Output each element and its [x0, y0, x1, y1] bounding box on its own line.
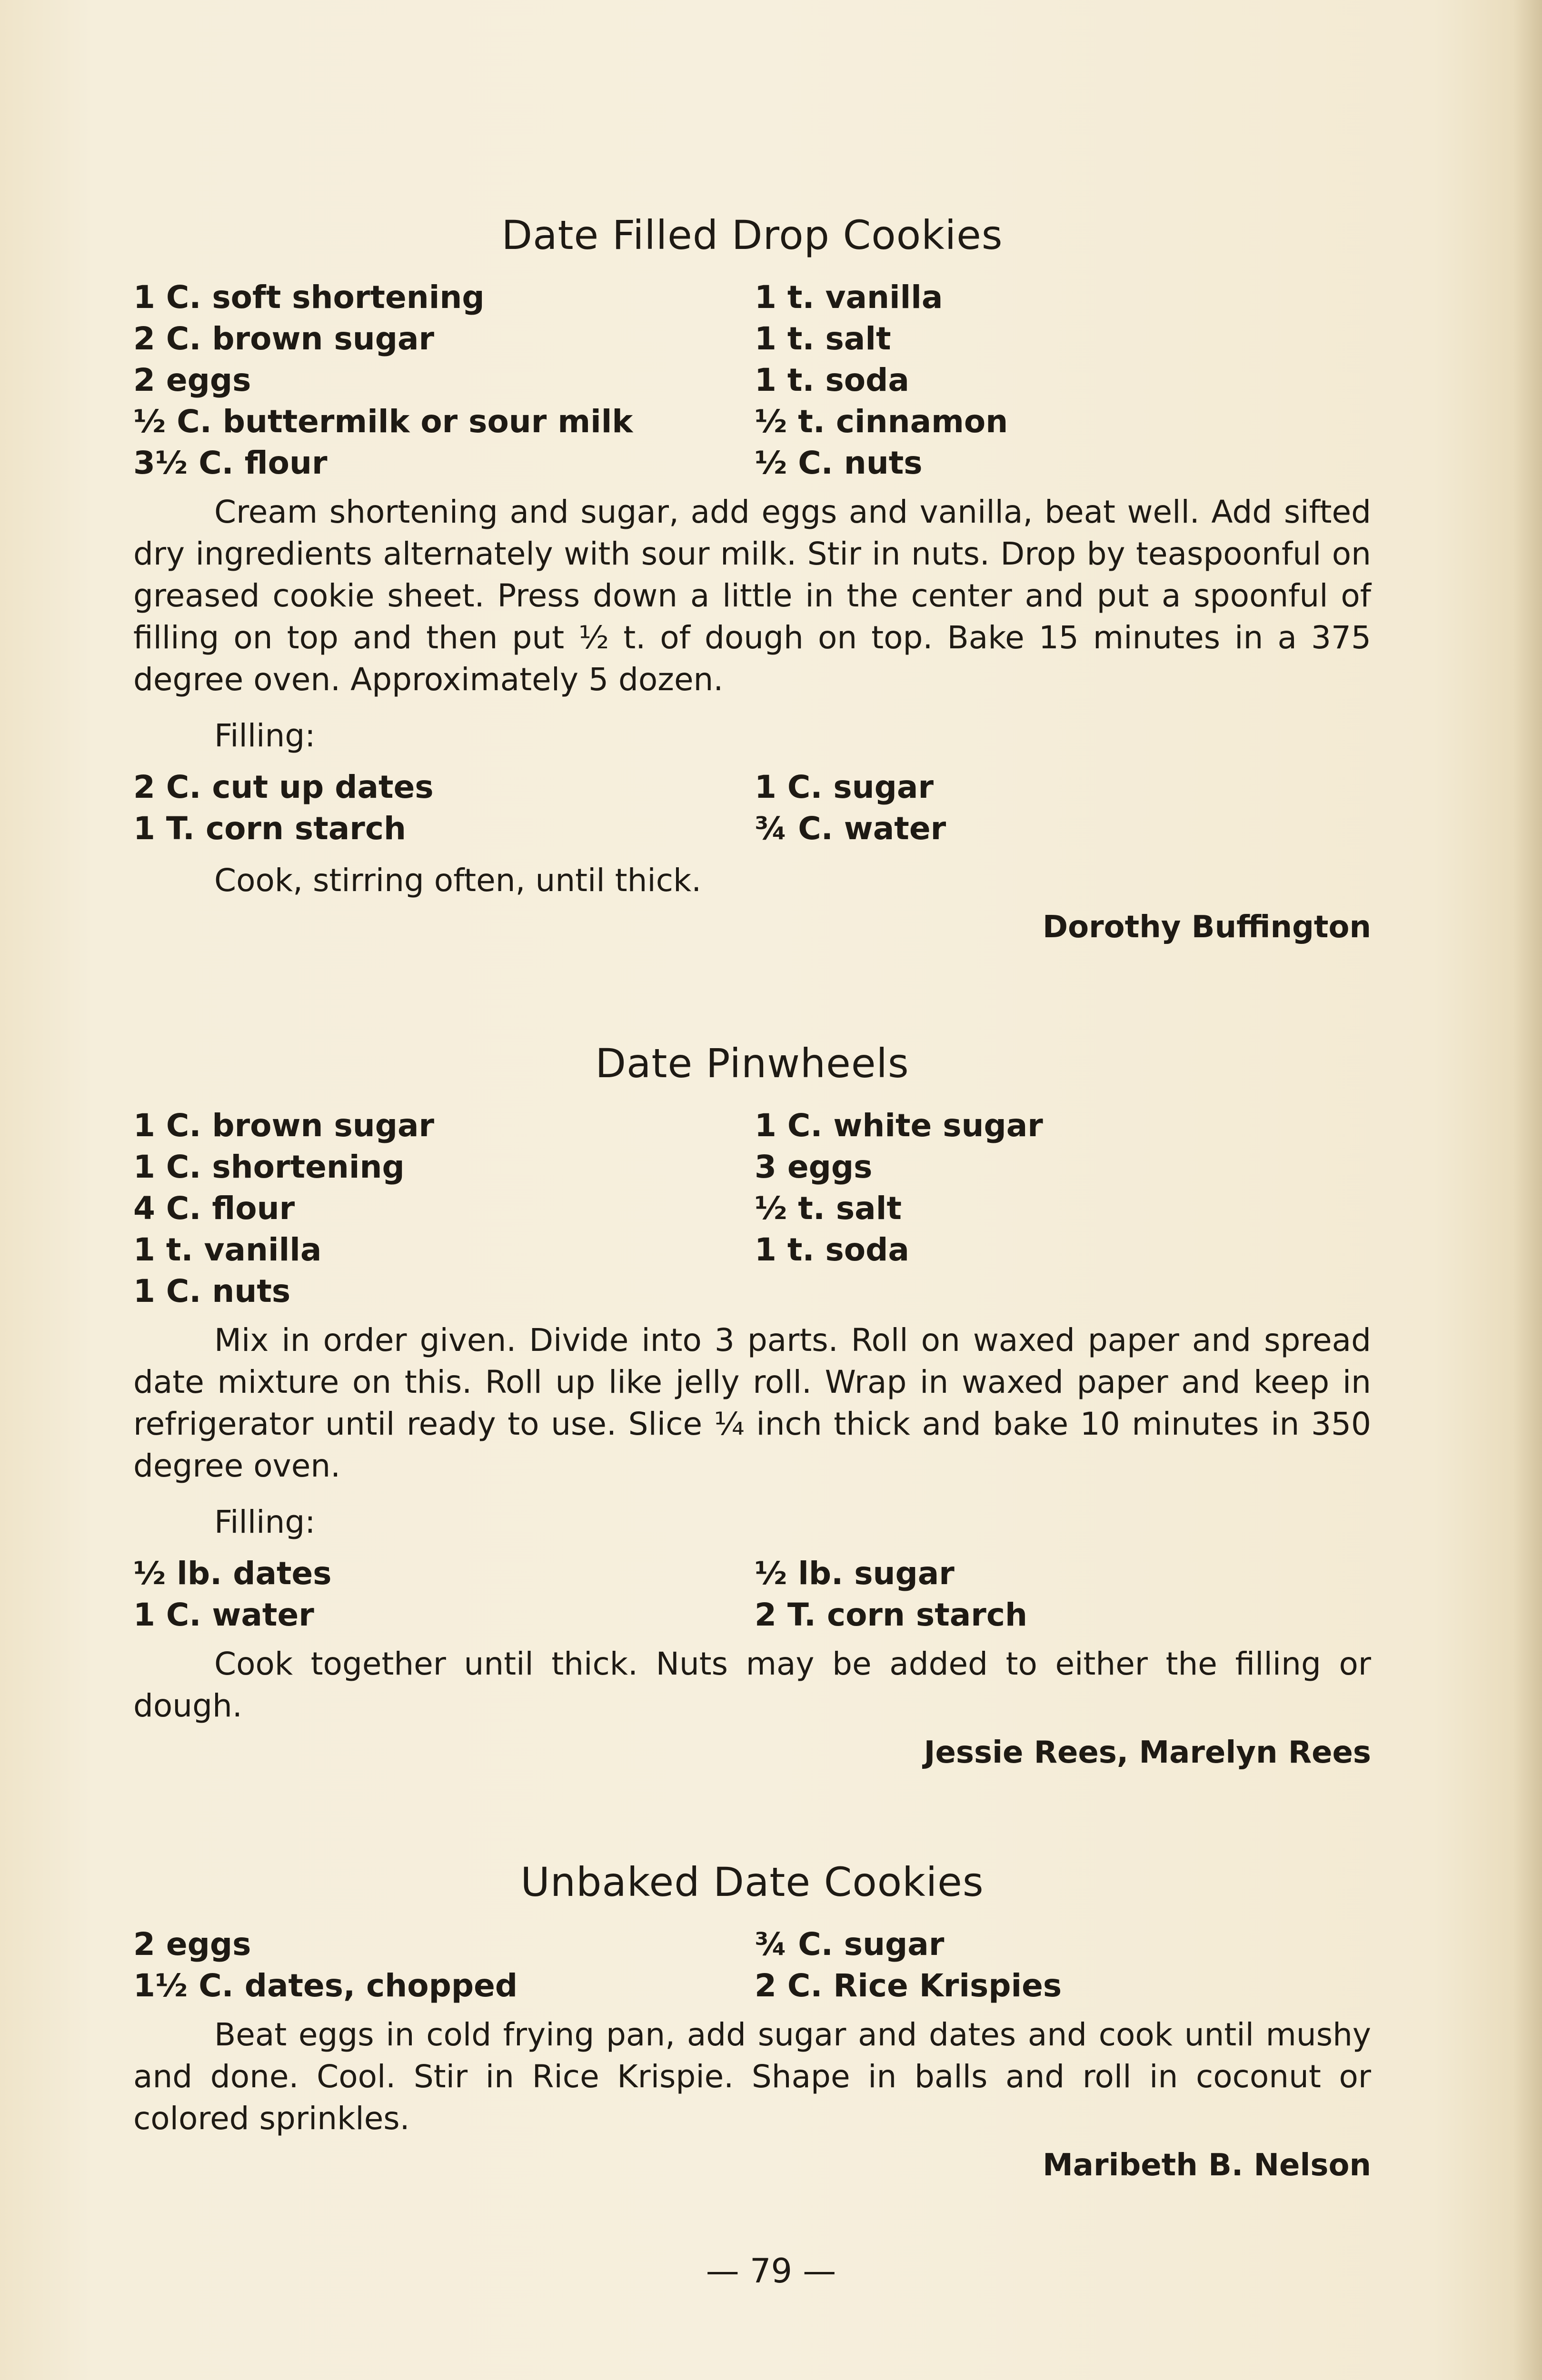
ingredient-list	[133, 1924, 1371, 2006]
ingredient: 2 T. corn starch	[755, 1597, 1027, 1633]
ingredient: 2 eggs	[133, 1926, 251, 1963]
filling-directions: Cook together until thick. Nuts may be added to either the filling or dough.	[133, 1646, 1371, 1724]
ingredient: 2 C. brown sugar	[133, 320, 435, 357]
ingredient: 1 t. vanilla	[755, 279, 943, 316]
recipe-author: Jessie Rees, Marelyn Rees	[924, 1735, 1371, 1770]
filling-label: Filling:	[214, 1504, 316, 1540]
ingredient: 1 C. nuts	[133, 1273, 291, 1309]
page-spine-shadow	[1513, 0, 1542, 2380]
ingredient: ½ C. nuts	[755, 445, 923, 481]
recipe-unbaked-date-cookies	[133, 1859, 1371, 2186]
ingredient: 1 t. soda	[755, 362, 909, 398]
ingredient: 2 eggs	[133, 362, 251, 398]
filling-ingredient-list	[133, 766, 1371, 849]
recipe-title: Date Pinwheels	[595, 1040, 909, 1087]
recipe-date-filled-drop-cookies	[133, 212, 1371, 948]
ingredient: ¾ C. water	[755, 810, 946, 847]
ingredient: ½ t. cinnamon	[755, 403, 1008, 440]
ingredient: 2 C. cut up dates	[133, 769, 434, 805]
page-number: — 79 —	[706, 2251, 836, 2291]
ingredient: 1 T. corn starch	[133, 810, 406, 847]
recipe-author: Dorothy Buffington	[1043, 910, 1371, 945]
filling-ingredient-list	[133, 1553, 1371, 1636]
recipe-date-pinwheels	[133, 1040, 1371, 1774]
ingredient: 1 C. water	[133, 1597, 314, 1633]
ingredient: 1 C. shortening	[133, 1149, 405, 1185]
ingredient: 1 C. white sugar	[755, 1107, 1043, 1144]
filling-directions: Cook, stirring often, until thick.	[214, 862, 702, 899]
ingredient: 1 t. soda	[755, 1231, 909, 1268]
ingredient: 3½ C. flour	[133, 445, 328, 481]
recipe-title: Unbaked Date Cookies	[520, 1859, 984, 1905]
ingredient: 1 C. brown sugar	[133, 1107, 435, 1144]
ingredient: ¾ C. sugar	[755, 1926, 945, 1963]
ingredient: 4 C. flour	[133, 1190, 295, 1227]
ingredient: 1 C. sugar	[755, 769, 934, 805]
ingredient-list	[133, 1105, 1371, 1312]
ingredient: 1½ C. dates, chopped	[133, 1967, 518, 2004]
recipe-directions: Beat eggs in cold frying pan, add sugar and dates and cook until mushy and done. Cool. Stir in Rice Krispie. Shape in balls and roll in coconut or colored sprinkles.	[133, 2016, 1371, 2137]
ingredient: 1 C. soft shortening	[133, 279, 485, 316]
recipe-title: Date Filled Drop Cookies	[501, 212, 1003, 258]
ingredient: 1 t. salt	[755, 320, 891, 357]
recipe-author: Maribeth B. Nelson	[1043, 2148, 1371, 2183]
ingredient: ½ C. buttermilk or sour milk	[133, 403, 633, 440]
ingredient: 1 t. vanilla	[133, 1231, 322, 1268]
ingredient: 3 eggs	[755, 1149, 873, 1185]
ingredient-empty	[755, 1270, 1371, 1312]
recipe-directions: Mix in order given. Divide into 3 parts. Roll on waxed paper and spread date mixture on this. Roll up like jelly roll. Wrap in waxed paper and keep in refrigerator until ready to use. Slice ¼ inch thick and bake 10 minutes in 350 degree oven.	[133, 1322, 1371, 1484]
ingredient-list	[133, 277, 1371, 484]
ingredient: 2 C. Rice Krispies	[755, 1967, 1062, 2004]
filling-label: Filling:	[214, 717, 316, 754]
ingredient: ½ t. salt	[755, 1190, 902, 1227]
recipe-directions: Cream shortening and sugar, add eggs and vanilla, beat well. Add sifted dry ingredients alternately with sour milk. Stir in nuts. Drop by teaspoonful on greased cookie sheet. Press down a little in the center and put a spoonful of filling on top and then put ½ t. of dough on top. Bake 15 minutes in a 375 degree oven. Approximately 5 dozen.	[133, 494, 1371, 698]
ingredient: ½ lb. sugar	[755, 1555, 955, 1592]
ingredient: ½ lb. dates	[133, 1555, 332, 1592]
